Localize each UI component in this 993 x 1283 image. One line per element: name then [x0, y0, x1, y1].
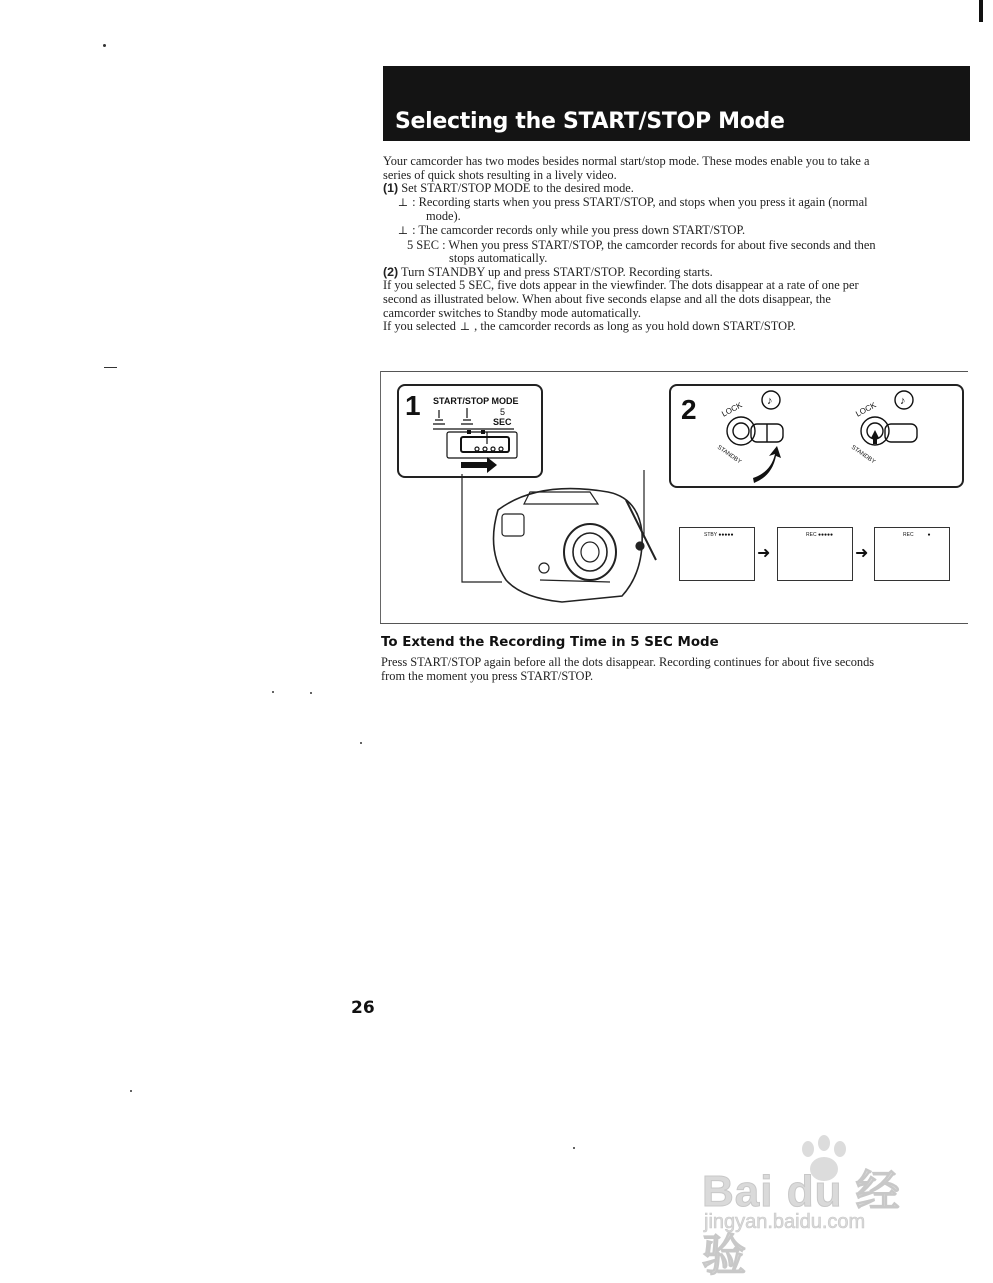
viewfinder-standby: [679, 527, 755, 581]
scan-speck: [272, 691, 274, 693]
step-2-para: camcorder switches to Standby mode automatically.: [383, 305, 641, 320]
standby-label: STANDBY: [849, 444, 877, 466]
watermark-url: jingyan.baidu.com: [704, 1211, 866, 1233]
step-2: [383, 266, 968, 280]
start-stop-mode-label: START/STOP MODE: [433, 396, 519, 406]
music-note-icon: ♪: [767, 395, 773, 407]
right-arrow-icon: ➜: [757, 545, 771, 562]
viewfinder-text: STBY ●●●●●: [704, 532, 734, 538]
page-edge-mark: [979, 0, 983, 22]
right-arrow-icon: ➜: [855, 545, 869, 562]
page-title: Selecting the START/STOP Mode: [395, 109, 785, 134]
option-sec-label: SEC: [493, 417, 512, 427]
camcorder-illustration: [380, 470, 680, 630]
music-note-icon: ♪: [900, 395, 906, 407]
baidu-watermark: [702, 1135, 942, 1280]
option-normal-text: : Recording starts when you press START/STOP, and stops when you press it again (normal: [412, 194, 868, 209]
section-body: [381, 656, 971, 683]
step-2-text: Turn STANDBY up and press START/STOP. Recording starts.: [401, 264, 713, 279]
standby-switch-illustration: [671, 386, 962, 486]
step-2-para-end: , the camcorder records as long as you hold down START/STOP.: [474, 319, 796, 334]
mode-switch-illustration: [399, 386, 541, 476]
option-normal-cont: mode).: [426, 209, 461, 224]
scan-speck: [104, 367, 117, 368]
step-2-para-start: If you selected: [383, 319, 456, 334]
viewfinder-rec-last-dot: [874, 527, 950, 581]
watermark-main-text: Bai du 经验: [702, 1167, 901, 1280]
title-bar: [383, 66, 970, 141]
instructions-body: [383, 155, 968, 335]
viewfinder-rec: [777, 527, 853, 581]
panel-1-number: 1: [405, 390, 421, 421]
option-5sec: 5 SEC : When you press START/STOP, the camcorder records for about five seconds and then: [407, 237, 876, 252]
option-hold-text: : The camcorder records only while you press down START/STOP.: [412, 222, 746, 237]
lock-label: LOCK: [720, 400, 744, 419]
scan-speck: [103, 44, 106, 47]
panel-step-2: [669, 384, 964, 488]
panel-2-number: 2: [681, 394, 697, 425]
step-2-number: (2): [383, 264, 399, 279]
figure-top-rule: [380, 371, 968, 372]
option-normal: [383, 196, 968, 211]
lock-label: LOCK: [854, 400, 878, 419]
step-1-number: (1): [383, 181, 399, 196]
option-hold: [383, 224, 968, 239]
step-2-para: If you selected 5 SEC, five dots appear in the viewfinder. The dots disappear at a rate of one per: [383, 278, 859, 293]
step-1-text: Set START/STOP MODE to the desired mode.: [401, 181, 634, 196]
intro-line: series of quick shots resulting in a lively video.: [383, 167, 617, 182]
option-5sec-cont: stops automatically.: [449, 251, 548, 266]
scan-speck: [130, 1090, 132, 1092]
section-line: Press START/STOP again before all the dots disappear. Recording continues for about five seconds: [381, 655, 875, 669]
press-arrow-icon: [871, 430, 879, 444]
step-1: [383, 182, 968, 196]
scan-speck: [573, 1147, 575, 1149]
scan-speck: [360, 742, 362, 744]
section-line: from the moment you press START/STOP.: [381, 668, 594, 683]
section-heading: To Extend the Recording Time in 5 SEC Mode: [381, 635, 719, 650]
intro-line: Your camcorder has two modes besides normal start/stop mode. These modes enable you to take a: [383, 154, 870, 168]
hold-mode-icon: ⊥: [397, 224, 409, 237]
page-number: 26: [351, 998, 375, 1018]
scan-speck: [310, 692, 312, 694]
step-2-para: second as illustrated below. When about five seconds elapse and all the dots disappear, the: [383, 291, 831, 306]
step-2-para: [383, 320, 968, 335]
rotate-arrow-icon: [753, 446, 781, 483]
normal-mode-icon: ⊥: [397, 196, 409, 209]
viewfinder-text: REC ●: [903, 532, 931, 538]
viewfinder-text: REC ●●●●●: [806, 532, 834, 538]
hold-mode-icon: ⊥: [459, 321, 471, 334]
option-5-label: 5: [500, 407, 506, 417]
panel-step-1: [397, 384, 543, 478]
standby-label: STANDBY: [715, 444, 743, 466]
